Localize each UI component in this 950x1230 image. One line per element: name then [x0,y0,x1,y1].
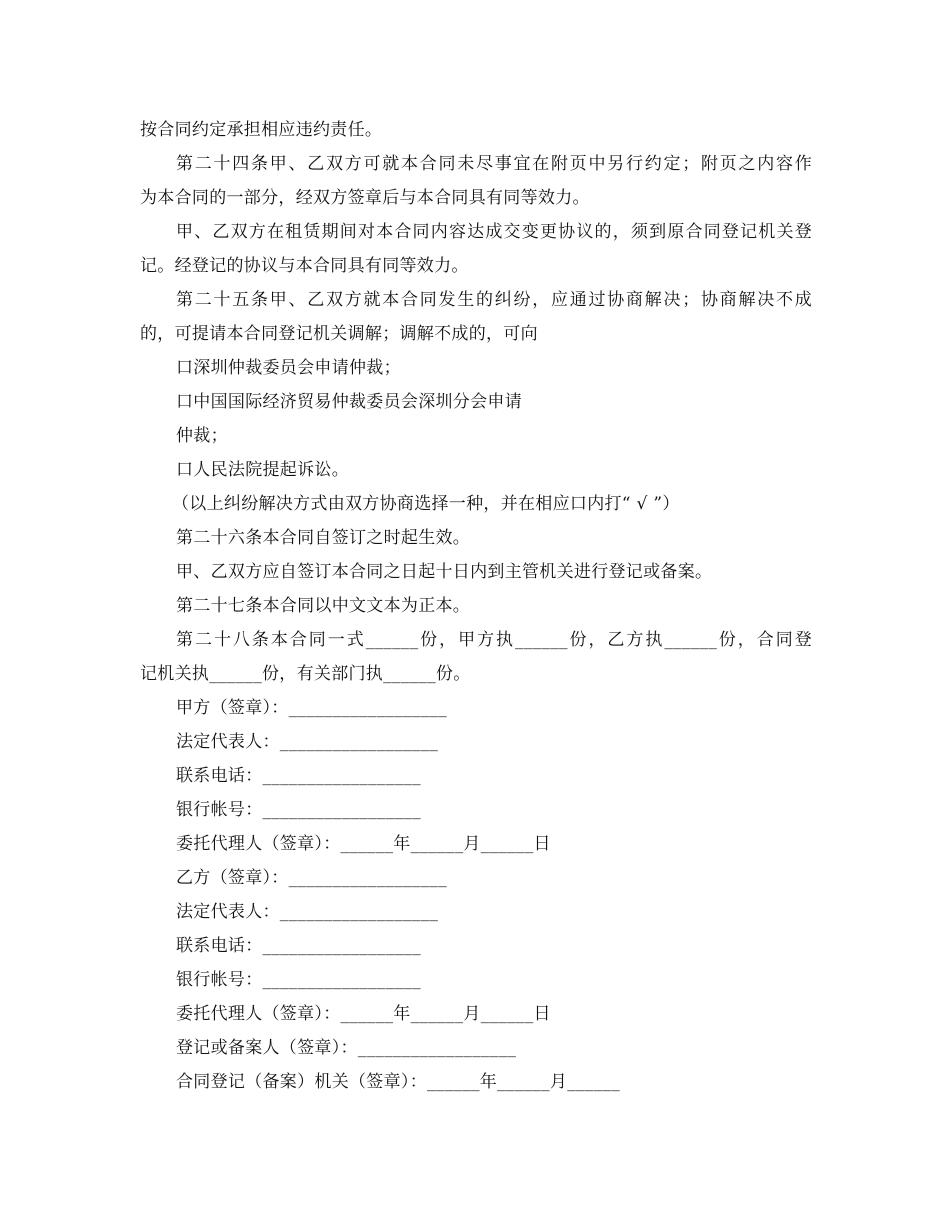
option-court: 口人民法院提起诉讼。 [176,460,349,480]
paragraph-line: 甲、乙双方在租赁期间对本合同内容达成交变更协议的，须到原合同登记机关登 [176,222,812,242]
party-b-agent-date-field: 委托代理人（签章）：______年______月______日 [176,1004,551,1024]
option-arbitration-shenzhen: 口深圳仲裁委员会申请仲裁； [176,358,401,378]
party-a-seal-field: 甲方（签章）：__________________ [176,698,447,718]
party-a-phone-field: 联系电话：__________________ [176,766,421,786]
party-a-agent-date-field: 委托代理人（签章）：______年______月______日 [176,834,551,854]
article-24-line: 第二十四条甲、乙双方可就本合同未尽事宜在附页中另行约定；附页之内容作 [176,154,812,174]
paragraph-line: 记。经登记的协议与本合同具有同等效力。 [140,256,469,276]
option-arbitration-cietac: 口中国国际经济贸易仲裁委员会深圳分会申请 [176,392,522,412]
party-a-bank-field: 银行帐号：__________________ [176,800,421,820]
party-b-bank-field: 银行帐号：__________________ [176,970,421,990]
paragraph-line: 按合同约定承担相应违约责任。 [140,120,383,140]
dispute-note: （以上纠纷解决方式由双方协商选择一种，并在相应口内打“ √ ”） [172,494,680,514]
paragraph-line: 仲裁； [176,426,228,446]
paragraph-line: 的，可提请本合同登记机关调解；调解不成的，可向 [140,324,538,344]
article-26-line: 第二十六条本合同自签订之时起生效。 [176,528,471,548]
party-b-legal-rep-field: 法定代表人：__________________ [176,902,439,922]
party-a-legal-rep-field: 法定代表人：__________________ [176,732,439,752]
paragraph-line: 记机关执______份，有关部门执______份。 [140,664,471,684]
paragraph-line: 甲、乙双方应自签订本合同之日起十日内到主管机关进行登记或备案。 [176,562,713,582]
party-b-seal-field: 乙方（签章）：__________________ [176,868,447,888]
article-25-line: 第二十五条甲、乙双方就本合同发生的纠纷，应通过协商解决；协商解决不成 [176,290,812,310]
article-27-line: 第二十七条本合同以中文文本为正本。 [176,596,471,616]
registrar-seal-field: 登记或备案人（签章）：__________________ [176,1038,517,1058]
paragraph-line: 为本合同的一部分，经双方签章后与本合同具有同等效力。 [140,188,590,208]
article-28-line: 第二十八条本合同一式______份，甲方执______份，乙方执______份，合同登 [176,630,812,650]
party-b-phone-field: 联系电话：__________________ [176,936,421,956]
registration-authority-field: 合同登记（备案）机关（签章）：______年______月______ [176,1072,620,1092]
